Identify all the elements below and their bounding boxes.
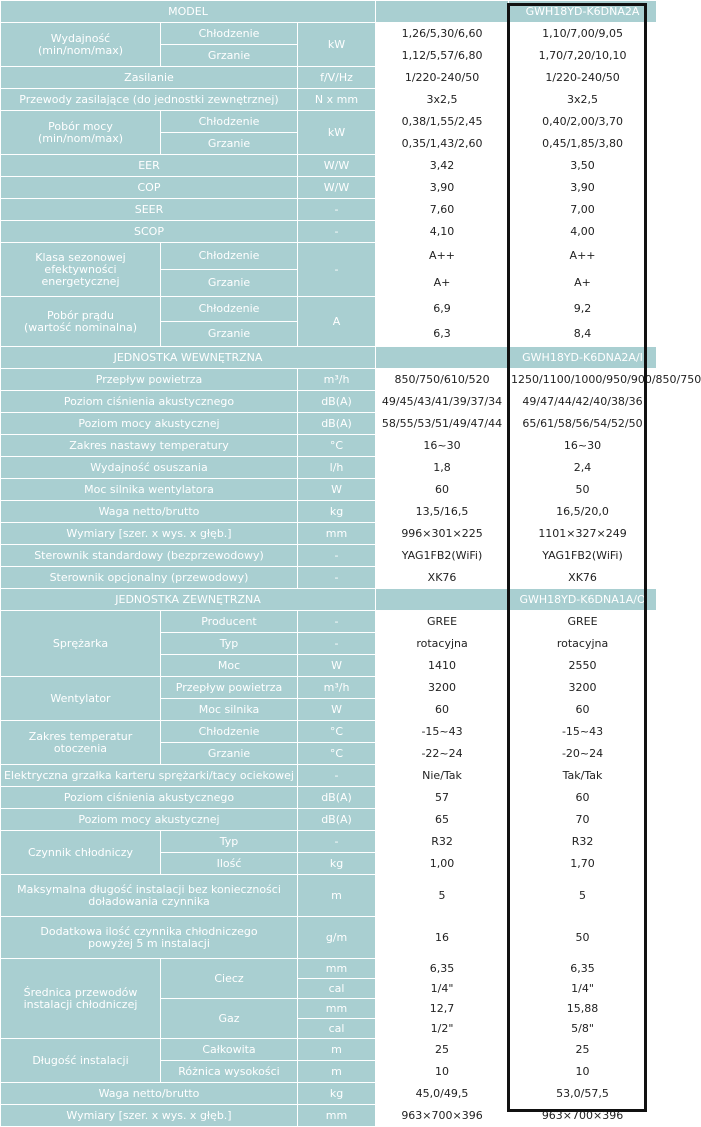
value-cell: 3200: [376, 677, 509, 699]
value-cell: 1250/1100/1000/950/900/850/750: [509, 369, 657, 391]
value-cell: 16~30: [376, 435, 509, 457]
label-cell: mm: [298, 1105, 376, 1127]
table-row: [1, 917, 657, 959]
label-cell: JEDNOSTKA WEWNĘTRZNA: [1, 347, 376, 369]
value-cell: 9,2: [509, 297, 657, 322]
value-cell: R32: [376, 831, 509, 853]
label-cell: mm: [298, 959, 376, 979]
label-cell: W/W: [298, 177, 376, 199]
value-cell: 1/220-240/50: [376, 67, 509, 89]
label-cell: Grzanie: [161, 743, 298, 765]
label-cell: Ilość: [161, 853, 298, 875]
value-cell: 15,88: [509, 999, 657, 1019]
table-row: [1, 391, 657, 413]
value-cell: 5: [509, 875, 657, 917]
value-cell: 8,4: [509, 322, 657, 347]
label-cell: SCOP: [1, 221, 298, 243]
label-cell: -: [298, 567, 376, 589]
label-cell: Moc: [161, 655, 298, 677]
label-cell: Producent: [161, 611, 298, 633]
label-cell: Przewody zasilające (do jednostki zewnętrznej): [1, 89, 298, 111]
label-cell: Sprężarka: [1, 611, 161, 677]
value-cell: 3,90: [509, 177, 657, 199]
value-cell: GREE: [509, 611, 657, 633]
label-cell: °C: [298, 743, 376, 765]
label-cell: Średnica przewodów instalacji chłodniczej: [1, 959, 161, 1039]
value-cell: rotacyjna: [376, 633, 509, 655]
table-row: [1, 89, 657, 111]
table-row: [1, 589, 657, 611]
label-cell: Waga netto/brutto: [1, 1083, 298, 1105]
value-cell: 12,7: [376, 999, 509, 1019]
label-cell: Grzanie: [161, 45, 298, 67]
label-cell: cal: [298, 1019, 376, 1039]
label-cell: °C: [298, 435, 376, 457]
value-cell: 6,3: [376, 322, 509, 347]
value-cell: 1101×327×249: [509, 523, 657, 545]
table-row: [1, 875, 657, 917]
label-cell: Chłodzenie: [161, 111, 298, 133]
value-cell: A++: [376, 243, 509, 270]
table-row: [1, 787, 657, 809]
label-cell: Moc silnika wentylatora: [1, 479, 298, 501]
value-cell: A++: [509, 243, 657, 270]
table-row: [1, 297, 657, 322]
table-row: [1, 243, 657, 270]
value-cell: 1,70: [509, 853, 657, 875]
label-cell: W: [298, 479, 376, 501]
table-row: [1, 155, 657, 177]
table-row: [1, 1, 657, 23]
value-cell: 16,5/20,0: [509, 501, 657, 523]
table-row: [1, 721, 657, 743]
label-cell: °C: [298, 721, 376, 743]
label-cell: GWH18YD-K6DNA1A/O: [509, 589, 657, 611]
label-cell: l/h: [298, 457, 376, 479]
label-cell: Grzanie: [161, 270, 298, 297]
label-cell: Wydajność osuszania: [1, 457, 298, 479]
label-cell: -: [298, 243, 376, 297]
table-row: [1, 545, 657, 567]
value-cell: 1/220-240/50: [509, 67, 657, 89]
label-cell: kg: [298, 501, 376, 523]
label-cell: [376, 1, 509, 23]
value-cell: 7,60: [376, 199, 509, 221]
label-cell: [376, 589, 509, 611]
value-cell: 70: [509, 809, 657, 831]
table-row: [1, 611, 657, 633]
label-cell: Wydajność (min/nom/max): [1, 23, 161, 67]
label-cell: Maksymalna długość instalacji bez konieczności doładowania czynnika: [1, 875, 298, 917]
value-cell: 5: [376, 875, 509, 917]
label-cell: Przepływ powietrza: [1, 369, 298, 391]
value-cell: GREE: [376, 611, 509, 633]
value-cell: 49/45/43/41/39/37/34: [376, 391, 509, 413]
label-cell: Grzanie: [161, 322, 298, 347]
value-cell: 4,10: [376, 221, 509, 243]
label-cell: N x mm: [298, 89, 376, 111]
label-cell: f/V/Hz: [298, 67, 376, 89]
label-cell: Sterownik standardowy (bezprzewodowy): [1, 545, 298, 567]
value-cell: 3,42: [376, 155, 509, 177]
value-cell: 996×301×225: [376, 523, 509, 545]
label-cell: SEER: [1, 199, 298, 221]
label-cell: Długość instalacji: [1, 1039, 161, 1083]
value-cell: 2,4: [509, 457, 657, 479]
value-cell: 963×700×396: [509, 1105, 657, 1127]
label-cell: Dodatkowa ilość czynnika chłodniczego powyżej 5 m instalacji: [1, 917, 298, 959]
label-cell: Wentylator: [1, 677, 161, 721]
table-row: [1, 347, 657, 369]
label-cell: Zakres temperatur otoczenia: [1, 721, 161, 765]
value-cell: 58/55/53/51/49/47/44: [376, 413, 509, 435]
value-cell: 6,9: [376, 297, 509, 322]
value-cell: 10: [509, 1061, 657, 1083]
value-cell: 10: [376, 1061, 509, 1083]
label-cell: dB(A): [298, 809, 376, 831]
value-cell: -15~43: [509, 721, 657, 743]
value-cell: 1/4": [376, 979, 509, 999]
label-cell: Chłodzenie: [161, 243, 298, 270]
value-cell: 0,45/1,85/3,80: [509, 133, 657, 155]
value-cell: 53,0/57,5: [509, 1083, 657, 1105]
label-cell: Gaz: [161, 999, 298, 1039]
label-cell: Chłodzenie: [161, 721, 298, 743]
label-cell: mm: [298, 523, 376, 545]
value-cell: 0,35/1,43/2,60: [376, 133, 509, 155]
value-cell: 1,26/5,30/6,60: [376, 23, 509, 45]
value-cell: 7,00: [509, 199, 657, 221]
value-cell: A+: [509, 270, 657, 297]
value-cell: 6,35: [509, 959, 657, 979]
value-cell: 60: [509, 787, 657, 809]
value-cell: Tak/Tak: [509, 765, 657, 787]
label-cell: m³/h: [298, 369, 376, 391]
value-cell: YAG1FB2(WiFi): [376, 545, 509, 567]
table-row: [1, 67, 657, 89]
value-cell: 25: [376, 1039, 509, 1061]
value-cell: 49/47/44/42/40/38/36: [509, 391, 657, 413]
label-cell: Różnica wysokości: [161, 1061, 298, 1083]
value-cell: 2550: [509, 655, 657, 677]
value-cell: 6,35: [376, 959, 509, 979]
table-row: [1, 457, 657, 479]
table-row: [1, 413, 657, 435]
value-cell: 3200: [509, 677, 657, 699]
value-cell: -20~24: [509, 743, 657, 765]
value-cell: 1,12/5,57/6,80: [376, 45, 509, 67]
table-row: [1, 523, 657, 545]
value-cell: 1,70/7,20/10,10: [509, 45, 657, 67]
table-row: [1, 959, 657, 979]
table-row: [1, 567, 657, 589]
table-row: [1, 479, 657, 501]
value-cell: 65/61/58/56/54/52/50: [509, 413, 657, 435]
label-cell: m: [298, 1061, 376, 1083]
label-cell: Wymiary [szer. x wys. x głęb.]: [1, 523, 298, 545]
value-cell: rotacyjna: [509, 633, 657, 655]
value-cell: 60: [376, 699, 509, 721]
label-cell: kg: [298, 1083, 376, 1105]
value-cell: 5/8": [509, 1019, 657, 1039]
label-cell: Chłodzenie: [161, 23, 298, 45]
table-row: [1, 369, 657, 391]
label-cell: EER: [1, 155, 298, 177]
label-cell: Klasa sezonowej efektywności energetycznej: [1, 243, 161, 297]
label-cell: g/m: [298, 917, 376, 959]
value-cell: 1/2": [376, 1019, 509, 1039]
table-row: [1, 1039, 657, 1061]
value-cell: 0,38/1,55/2,45: [376, 111, 509, 133]
label-cell: GWH18YD-K6DNA2A: [509, 1, 657, 23]
label-cell: Typ: [161, 633, 298, 655]
table-row: [1, 1105, 657, 1127]
table-row: [1, 23, 657, 45]
value-cell: YAG1FB2(WiFi): [509, 545, 657, 567]
label-cell: A: [298, 297, 376, 347]
label-cell: dB(A): [298, 413, 376, 435]
table-row: [1, 809, 657, 831]
label-cell: Zasilanie: [1, 67, 298, 89]
label-cell: kW: [298, 23, 376, 67]
value-cell: 963×700×396: [376, 1105, 509, 1127]
label-cell: -: [298, 545, 376, 567]
label-cell: m³/h: [298, 677, 376, 699]
label-cell: W: [298, 699, 376, 721]
label-cell: Czynnik chłodniczy: [1, 831, 161, 875]
label-cell: Pobór mocy (min/nom/max): [1, 111, 161, 155]
value-cell: XK76: [376, 567, 509, 589]
label-cell: -: [298, 633, 376, 655]
label-cell: GWH18YD-K6DNA2A/I: [509, 347, 657, 369]
value-cell: 3x2,5: [509, 89, 657, 111]
value-cell: 3,50: [509, 155, 657, 177]
value-cell: 1,10/7,00/9,05: [509, 23, 657, 45]
label-cell: W: [298, 655, 376, 677]
label-cell: kW: [298, 111, 376, 155]
value-cell: 1,00: [376, 853, 509, 875]
table-row: [1, 677, 657, 699]
table-row: [1, 831, 657, 853]
value-cell: 0,40/2,00/3,70: [509, 111, 657, 133]
value-cell: 25: [509, 1039, 657, 1061]
label-cell: COP: [1, 177, 298, 199]
label-cell: Zakres nastawy temperatury: [1, 435, 298, 457]
label-cell: mm: [298, 999, 376, 1019]
label-cell: -: [298, 831, 376, 853]
value-cell: XK76: [509, 567, 657, 589]
value-cell: 45,0/49,5: [376, 1083, 509, 1105]
label-cell: Typ: [161, 831, 298, 853]
label-cell: m: [298, 875, 376, 917]
table-row: [1, 765, 657, 787]
label-cell: -: [298, 221, 376, 243]
label-cell: Moc silnika: [161, 699, 298, 721]
label-cell: dB(A): [298, 391, 376, 413]
value-cell: Nie/Tak: [376, 765, 509, 787]
value-cell: -15~43: [376, 721, 509, 743]
label-cell: Poziom mocy akustycznej: [1, 809, 298, 831]
value-cell: 16~30: [509, 435, 657, 457]
value-cell: 1/4": [509, 979, 657, 999]
value-cell: R32: [509, 831, 657, 853]
label-cell: Ciecz: [161, 959, 298, 999]
value-cell: A+: [376, 270, 509, 297]
spec-table-body: [1, 1, 701, 1127]
table-row: [1, 111, 657, 133]
value-cell: 16: [376, 917, 509, 959]
label-cell: Poziom mocy akustycznej: [1, 413, 298, 435]
table-row: [1, 501, 657, 523]
label-cell: MODEL: [1, 1, 376, 23]
label-cell: Wymiary [szer. x wys. x głęb.]: [1, 1105, 298, 1127]
value-cell: 13,5/16,5: [376, 501, 509, 523]
label-cell: -: [298, 611, 376, 633]
label-cell: -: [298, 199, 376, 221]
table-row: [1, 199, 657, 221]
label-cell: m: [298, 1039, 376, 1061]
label-cell: cal: [298, 979, 376, 999]
label-cell: dB(A): [298, 787, 376, 809]
value-cell: 850/750/610/520: [376, 369, 509, 391]
value-cell: 65: [376, 809, 509, 831]
label-cell: -: [298, 765, 376, 787]
table-row: [1, 1083, 657, 1105]
label-cell: Sterownik opcjonalny (przewodowy): [1, 567, 298, 589]
label-cell: Poziom ciśnienia akustycznego: [1, 391, 298, 413]
table-row: [1, 435, 657, 457]
label-cell: Pobór prądu (wartość nominalna): [1, 297, 161, 347]
value-cell: 50: [509, 917, 657, 959]
label-cell: W/W: [298, 155, 376, 177]
value-cell: 60: [376, 479, 509, 501]
table-row: [1, 221, 657, 243]
value-cell: 4,00: [509, 221, 657, 243]
label-cell: [376, 347, 509, 369]
label-cell: Waga netto/brutto: [1, 501, 298, 523]
label-cell: Poziom ciśnienia akustycznego: [1, 787, 298, 809]
label-cell: Grzanie: [161, 133, 298, 155]
value-cell: 60: [509, 699, 657, 721]
label-cell: Chłodzenie: [161, 297, 298, 322]
value-cell: 3x2,5: [376, 89, 509, 111]
value-cell: 57: [376, 787, 509, 809]
table-row: [1, 177, 657, 199]
value-cell: 50: [509, 479, 657, 501]
label-cell: JEDNOSTKA ZEWNĘTRZNA: [1, 589, 376, 611]
label-cell: Elektryczna grzałka karteru sprężarki/tacy ociekowej: [1, 765, 298, 787]
value-cell: 1,8: [376, 457, 509, 479]
label-cell: Przepływ powietrza: [161, 677, 298, 699]
value-cell: 1410: [376, 655, 509, 677]
label-cell: kg: [298, 853, 376, 875]
label-cell: Całkowita: [161, 1039, 298, 1061]
value-cell: -22~24: [376, 743, 509, 765]
value-cell: 3,90: [376, 177, 509, 199]
